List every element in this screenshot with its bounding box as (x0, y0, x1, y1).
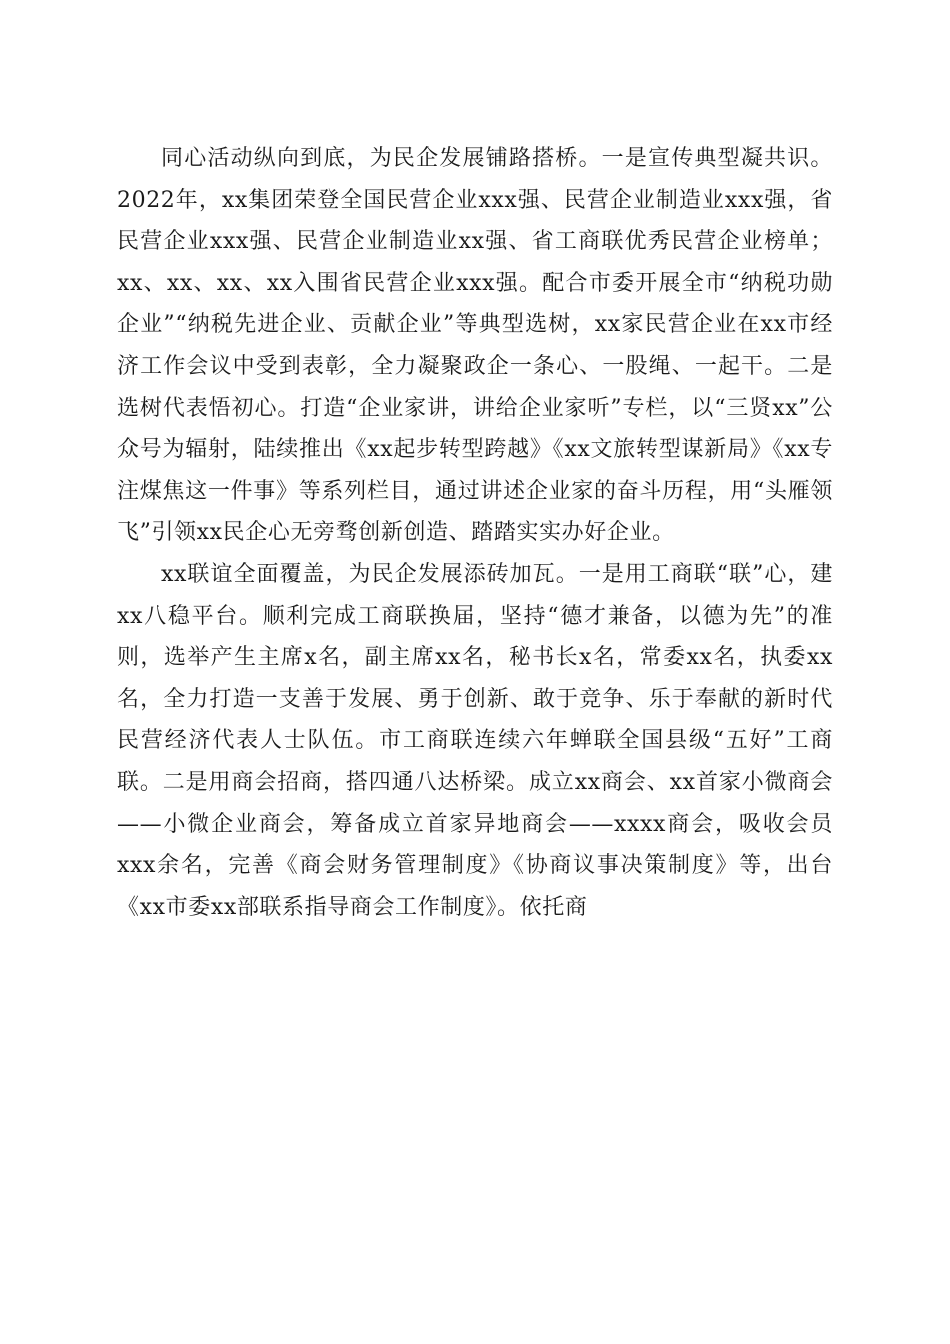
paragraph-1: 同心活动纵向到底，为民企发展铺路搭桥。一是宣传典型凝共识。2022年，xx集团荣登全国民营企业xxx强、民营企业制造业xxx强，省民营企业xxx强、民营企业制造业xx强、省工商联优秀民营企业榜单；xx、xx、xx、xx入围省民营企业xxx强。配合市委开展全市“纳税功勋企业”“纳税先进企业、贡献企业”等典型选树，xx家民营企业在xx市经济工作会议中受到表彰，全力凝聚政企一条心、一股绳、一起干。二是选树代表悟初心。打造“企业家讲，讲给企业家听”专栏，以“三贤xx”公众号为辐射，陆续推出《xx起步转型跨越》《xx文旅转型谋新局》《xx专注煤焦这一件事》等系列栏目，通过讲述企业家的奋斗历程，用“头雁领飞”引领xx民企心无旁骛创新创造、踏踏实实办好企业。 (117, 146, 833, 546)
document-body (117, 138, 833, 928)
paragraph-2: xx联谊全面覆盖，为民企发展添砖加瓦。一是用工商联“联”心，建xx八稳平台。顺利完成工商联换届，坚持“德才兼备，以德为先”的准则，选举产生主席x名，副主席xx名，秘书长x名，常委xx名，执委xx名，全力打造一支善于发展、勇于创新、敢于竞争、乐于奉献的新时代民营经济代表人士队伍。市工商联连续六年蝉联全国县级“五好”工商联。二是用商会招商，搭四通八达桥梁。成立xx商会、xx首家小微商会——小微企业商会，筹备成立首家异地商会——xxxx商会，吸收会员xxx余名，完善《商会财务管理制度》《协商议事决策制度》等，出台《xx市委xx部联系指导商会工作制度》。依托商 (117, 561, 833, 920)
